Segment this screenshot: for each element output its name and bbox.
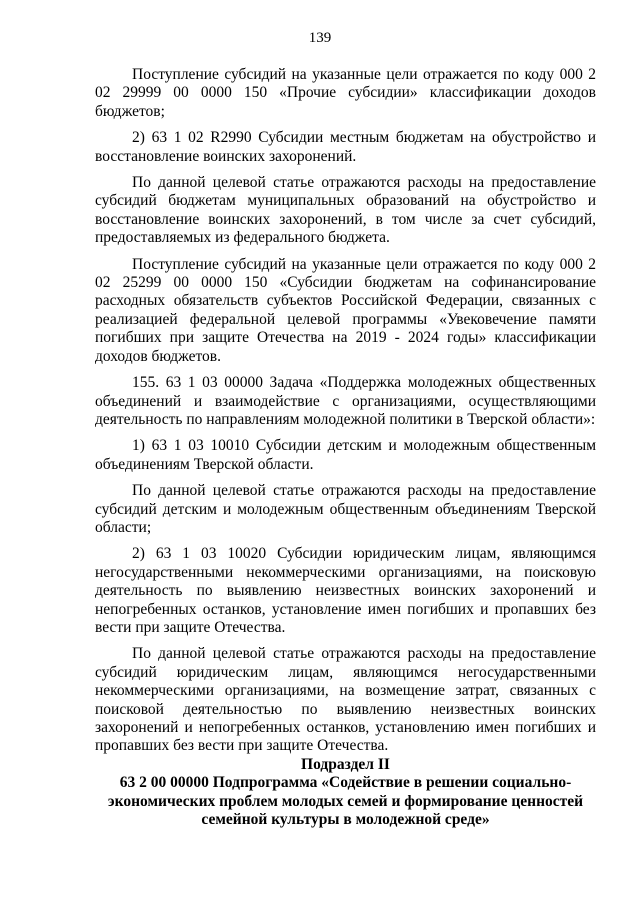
paragraph-task-155: 155. 63 1 03 00000 Задача «Поддержка молодежных общественных объединений и взаимодействие с организациями, осуществляющими деятельность по направлениям молодежной политики в Тверской области»:	[95, 374, 596, 428]
paragraph-item-youth-associations: 1) 63 1 03 10010 Субсидии детским и молодежным общественным объединениям Тверской области.	[95, 437, 596, 473]
page-content	[95, 66, 596, 829]
paragraph-item-search-activity: 2) 63 1 03 10020 Субсидии юридическим лицам, являющимся негосударственными некоммерческими организациями, на поисковую деятельность по выявлению неизвестных воинских захоронений и непогребенных останков, установление имен погибших и пропавших без вести при защите Отечества.	[95, 545, 596, 636]
section-heading: Подраздел II	[301, 755, 390, 773]
paragraph-income-cofinancing-subsidies: Поступление субсидий на указанные цели отражается по коду 000 2 02 25299 00 0000 150 «Субсидии бюджетам на софинансирование расходных обязательств субъектов Российской Федерации, связанных с реализацией федеральной целевой программы «Увековечение памяти погибших при защите Отечества на 2019 - 2024 годы» классификации доходов бюджетов.	[95, 255, 596, 365]
paragraph-item-war-graves-subsidies: 2) 63 1 02 R2990 Субсидии местным бюджетам на обустройство и восстановление воинских захоронений.	[95, 129, 596, 165]
subprogram-heading: 63 2 00 00000 Подпрограмма «Содействие в решении социально-экономических проблем молодых семей и формирование ценностей семейной культуры в молодежной среде»	[107, 774, 584, 829]
paragraph-search-activity-expenses: По данной целевой статье отражаются расходы на предоставление субсидий юридическим лицам, являющимся негосударственными некоммерческими организациями, на возмещение затрат, связанных с поисковой деятельностью по выявлению неизвестных воинских захоронений и непогребенных останков, установлению имен погибших и пропавших без вести при защите Отечества.	[95, 645, 596, 755]
paragraph-income-other-subsidies: Поступление субсидий на указанные цели отражается по коду 000 2 02 29999 00 0000 150 «Прочие субсидии» классификации доходов бюджетов;	[95, 66, 596, 120]
page-number: 139	[308, 30, 332, 46]
paragraph-war-graves-expenses: По данной целевой статье отражаются расходы на предоставление субсидий бюджетам муниципальных образований на обустройство и восстановление воинских захоронений, в том числе за счет субсидий, предоставляемых из федерального бюджета.	[95, 174, 596, 247]
paragraph-youth-associations-expenses: По данной целевой статье отражаются расходы на предоставление субсидий детским и молодежным общественным объединениям Тверской области;	[95, 482, 596, 536]
